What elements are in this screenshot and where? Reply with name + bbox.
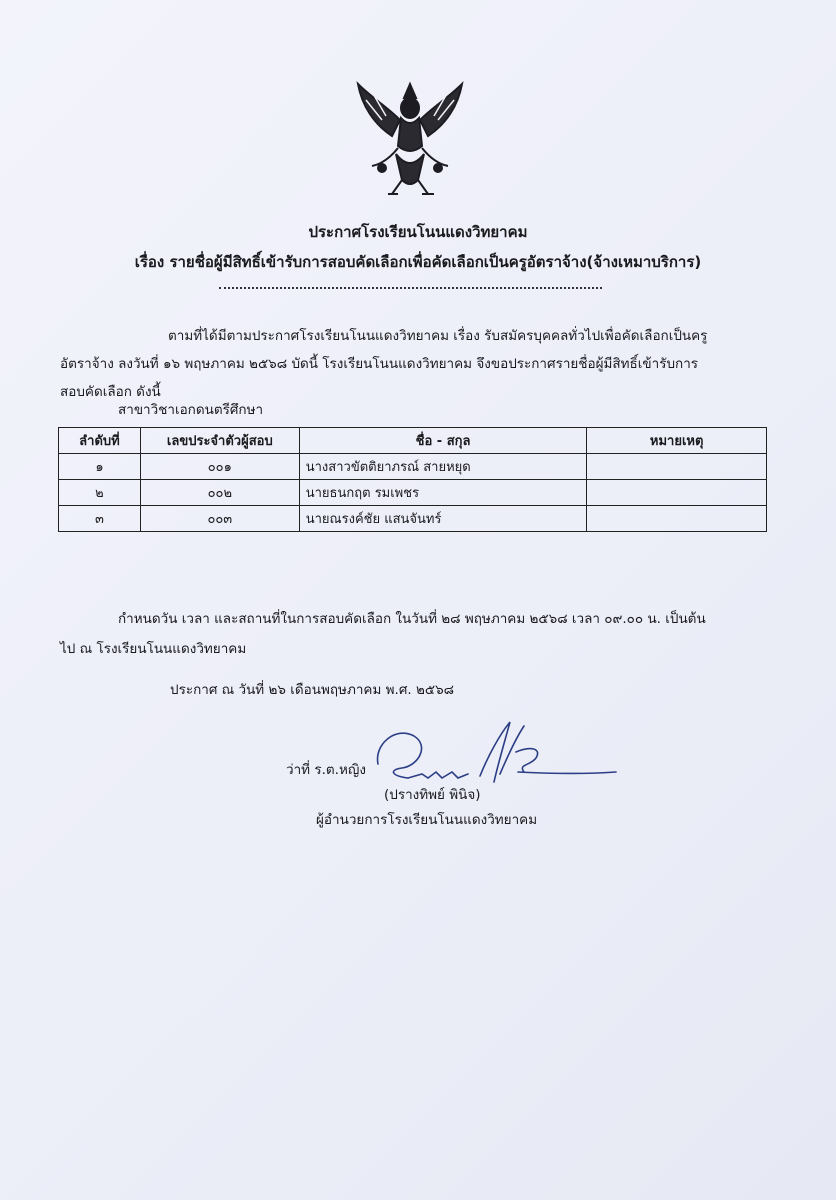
candidate-note (587, 454, 767, 480)
row-number: ๒ (59, 480, 141, 506)
garuda-emblem-icon (352, 76, 468, 200)
candidate-name: นายธนกฤต รมเพชร (299, 480, 587, 506)
table-row (59, 454, 767, 480)
signer-prefix: ว่าที่ ร.ต.หญิง (286, 762, 366, 778)
page-title: ประกาศโรงเรียนโนนแดงวิทยาคม (308, 223, 528, 241)
intro-paragraph (60, 322, 766, 406)
announce-date: ประกาศ ณ วันที่ ๒๖ เดือนพฤษภาคม พ.ศ. ๒๕๖๘ (170, 682, 455, 698)
column-header: หมายเหตุ (587, 428, 767, 454)
subject-area: สาขาวิชาเอกดนตรีศึกษา (118, 402, 264, 418)
schedule-paragraph (60, 604, 770, 664)
candidate-name: นางสาวขัตติยาภรณ์ สายหยุด (299, 454, 587, 480)
intro-line: สอบคัดเลือก ดังนี้ (60, 384, 161, 400)
row-number: ๓ (59, 506, 141, 532)
candidate-note (587, 506, 767, 532)
subject-title: เรื่อง รายชื่อผู้มีสิทธิ์เข้ารับการสอบคัดเลือกเพื่อคัดเลือกเป็นครูอัตราจ้าง(จ้างเหมาบริการ) (134, 253, 702, 271)
candidate-id: ๐๐๓ (140, 506, 299, 532)
schedule-line: กำหนดวัน เวลา และสถานที่ในการสอบคัดเลือก ในวันที่ ๒๘ พฤษภาคม ๒๕๖๘ เวลา ๐๙.๐๐ น. เป็นต้น (118, 611, 706, 627)
table-header-row (59, 428, 767, 454)
column-header: เลขประจำตัวผู้สอบ (140, 428, 299, 454)
candidate-id: ๐๐๑ (140, 454, 299, 480)
column-header: ชื่อ - สกุล (299, 428, 587, 454)
candidate-note (587, 480, 767, 506)
candidate-table (58, 427, 767, 532)
schedule-line: ไป ณ โรงเรียนโนนแดงวิทยาคม (60, 641, 247, 657)
table-row (59, 506, 767, 532)
intro-line: อัตราจ้าง ลงวันที่ ๑๖ พฤษภาคม ๒๕๖๘ บัดนี้ โรงเรียนโนนแดงวิทยาคม จึงขอประกาศรายชื่อผู้มีสิทธิ์เข้ารับการ (60, 356, 699, 372)
row-number: ๑ (59, 454, 141, 480)
column-header: ลำดับที่ (59, 428, 141, 454)
dotted-divider (219, 287, 602, 289)
signer-name: (ปรางทิพย์ พินิจ) (384, 787, 481, 803)
candidate-name: นายณรงค์ชัย แสนจันทร์ (299, 506, 587, 532)
signer-position: ผู้อำนวยการโรงเรียนโนนแดงวิทยาคม (316, 812, 538, 828)
intro-line: ตามที่ได้มีตามประกาศโรงเรียนโนนแดงวิทยาคม เรื่อง รับสมัครบุคคลทั่วไปเพื่อคัดเลือกเป็นครู (168, 328, 708, 344)
table-row (59, 480, 767, 506)
candidate-id: ๐๐๒ (140, 480, 299, 506)
